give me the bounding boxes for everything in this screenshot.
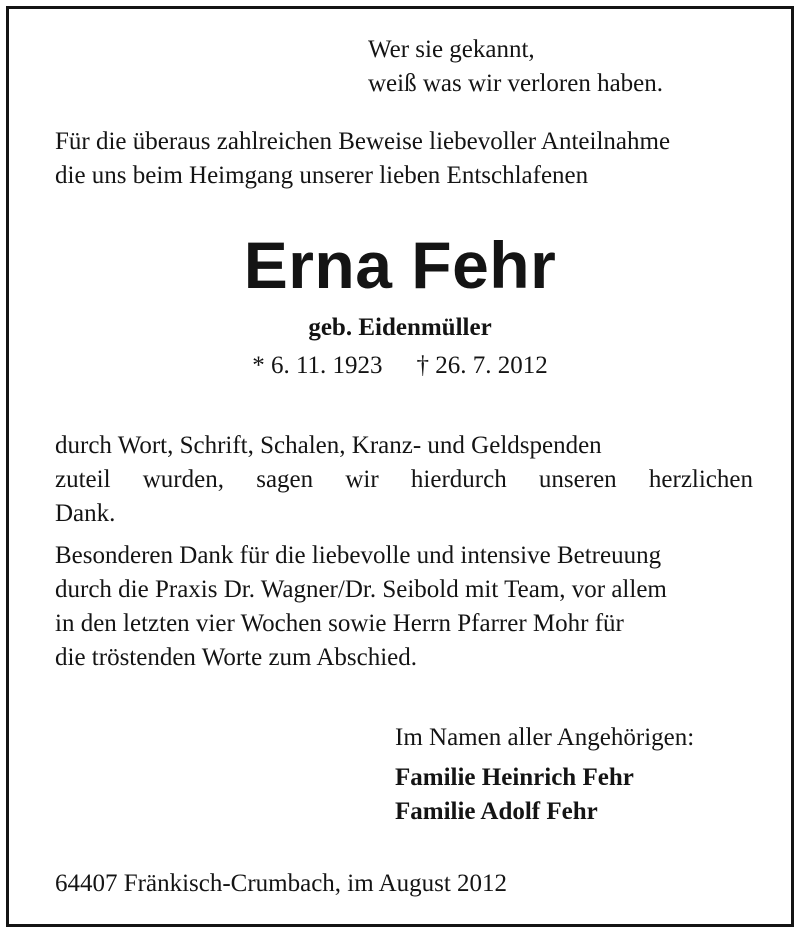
motto-line-1: Wer sie gekannt, [368, 36, 535, 63]
signature-intro: Im Namen aller Angehörigen: [395, 724, 695, 751]
maiden-name: geb. Eidenmüller [308, 314, 492, 341]
intro-line-1: Für die überaus zahlreichen Beweise liebevoller Anteilnahme [55, 128, 671, 155]
thanks-line-3: Dank. [55, 500, 116, 527]
thanks-line-1: durch Wort, Schrift, Schalen, Kranz- und Geldspenden [55, 432, 602, 459]
obituary-card [6, 6, 794, 927]
birth-date: * 6. 11. 1923 [252, 352, 383, 379]
motto-line-2: weiß was wir verloren haben. [368, 70, 664, 97]
deceased-name: Erna Fehr [243, 228, 557, 302]
special-thanks-line-1: Besonderen Dank für die liebevolle und intensive Betreuung [55, 542, 662, 569]
special-thanks-line-2: durch die Praxis Dr. Wagner/Dr. Seibold mit Team, vor allem [55, 576, 667, 603]
intro-line-2: die uns beim Heimgang unserer lieben Entschlafenen [55, 162, 589, 189]
death-date: † 26. 7. 2012 [416, 352, 548, 379]
family-heinrich: Familie Heinrich Fehr [395, 764, 634, 791]
place-date: 64407 Fränkisch-Crumbach, im August 2012 [55, 870, 508, 897]
family-adolf: Familie Adolf Fehr [395, 798, 598, 825]
special-thanks-line-3: in den letzten vier Wochen sowie Herrn Pfarrer Mohr für [55, 610, 624, 637]
special-thanks-line-4: die tröstenden Worte zum Abschied. [55, 644, 418, 671]
life-dates [9, 349, 791, 383]
thanks-line-2: zuteil wurden, sagen wir hierdurch unseren herzlichen [55, 466, 753, 493]
